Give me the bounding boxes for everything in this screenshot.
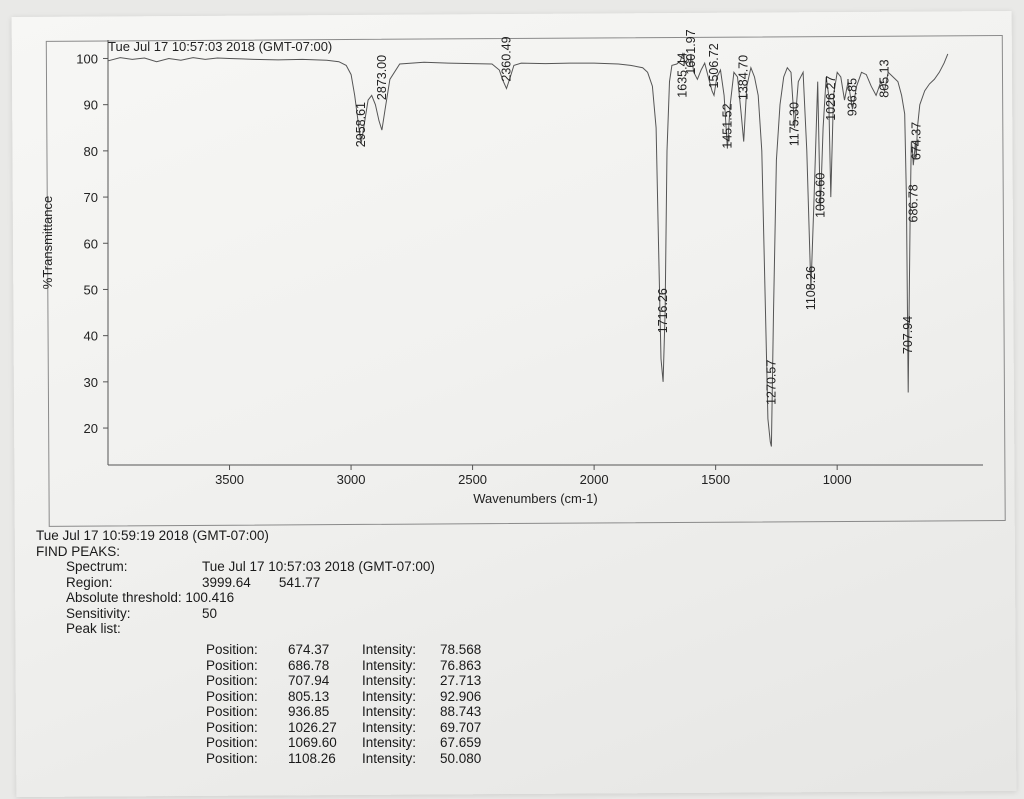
region-label: Region: (66, 574, 113, 590)
peak-row (206, 704, 481, 720)
peak-label: 1108.26 (803, 265, 818, 311)
peak-position: 1026.27 (288, 719, 337, 735)
intensity-label: Intensity: (362, 657, 417, 673)
sensitivity-label: Sensitivity: (66, 605, 131, 621)
peak-label: 707.94 (901, 315, 916, 355)
y-tick-label: 20 (83, 421, 98, 437)
position-label: Position: (206, 688, 258, 704)
intensity-label: Intensity: (362, 688, 417, 704)
peak-intensity: 92.906 (440, 688, 482, 704)
peak-label: 1069.60 (813, 172, 828, 218)
report-command: FIND PEAKS: (36, 543, 121, 559)
peak-label: 2873.00 (374, 54, 389, 101)
peak-row (206, 689, 481, 705)
peak-label: 686.78 (906, 184, 921, 223)
intensity-label: Intensity: (362, 704, 417, 719)
peak-list-table (206, 642, 481, 766)
peak-label: 2360.49 (499, 36, 514, 82)
peak-intensity: 88.743 (440, 704, 482, 719)
peak-position: 936.85 (288, 704, 330, 719)
peak-label: 1601.97 (683, 29, 698, 75)
sensitivity-value: 50 (202, 605, 218, 621)
peak-position: 707.94 (288, 673, 330, 688)
peak-label: 1506.72 (707, 43, 721, 89)
position-label: Position: (206, 673, 258, 688)
peak-intensity: 27.713 (440, 673, 482, 688)
peak-intensity: 50.080 (440, 750, 482, 766)
position-label: Position: (206, 642, 258, 657)
intensity-label: Intensity: (362, 735, 417, 750)
peak-list-label: Peak list: (66, 621, 121, 636)
chart-header: Tue Jul 17 10:57:03 2018 (GMT-07:00) (108, 39, 333, 54)
intensity-label: Intensity: (362, 673, 417, 688)
x-tick-label: 1500 (701, 472, 731, 487)
peak-row (206, 642, 481, 658)
report-timestamp: Tue Jul 17 10:59:19 2018 (GMT-07:00) (36, 528, 269, 543)
y-tick-label: 30 (83, 374, 98, 390)
region-start: 3999.64 (202, 574, 251, 590)
peak-label: 936.85 (845, 77, 860, 117)
report-parameters (66, 559, 435, 637)
peak-label: 1175.30 (787, 102, 802, 147)
peak-label: 1270.57 (764, 359, 779, 405)
x-axis-label: Wavenumbers (cm-1) (473, 491, 598, 506)
peak-row (206, 673, 481, 689)
x-tick-label: 2000 (579, 472, 609, 487)
peak-position: 674.37 (288, 642, 330, 657)
peak-intensity: 78.568 (440, 642, 482, 657)
position-label: Position: (206, 719, 258, 735)
peak-label: 805.13 (877, 59, 892, 98)
peak-position: 805.13 (288, 688, 330, 704)
peak-label: 1026.27 (823, 75, 838, 121)
threshold-value: 100.416 (185, 590, 235, 605)
position-label: Position: (206, 750, 258, 766)
peak-position: 686.78 (288, 657, 330, 673)
peak-intensity: 69.707 (440, 719, 482, 735)
y-tick-label: 40 (83, 328, 98, 344)
position-label: Position: (206, 735, 258, 750)
peak-position: 1069.60 (288, 735, 337, 750)
x-tick-label: 2500 (458, 472, 488, 487)
x-tick-label: 3000 (336, 472, 366, 487)
x-tick-label: 3500 (215, 472, 244, 487)
x-tick-label: 1000 (822, 472, 852, 487)
peak-label: 1451.52 (720, 103, 735, 149)
peak-label: 1384.70 (736, 54, 751, 101)
y-tick-label: 50 (83, 282, 98, 298)
peak-row (206, 720, 481, 736)
peak-label: 674.37 (909, 121, 924, 161)
peak-label: 1635.44 (675, 52, 690, 98)
peak-row (206, 658, 481, 674)
spectrum-label: Spectrum: (66, 559, 128, 574)
spectrum-line (108, 54, 948, 447)
peak-label: 2958.61 (354, 102, 369, 148)
peak-row (206, 751, 481, 767)
spectrum-value: Tue Jul 17 10:57:03 2018 (GMT-07:00) (202, 559, 435, 574)
threshold-label: Absolute threshold: (66, 590, 182, 605)
peak-intensity: 67.659 (440, 735, 482, 750)
peak-intensity: 76.863 (440, 657, 482, 673)
y-tick-label: 70 (83, 190, 98, 206)
region-end: 541.77 (278, 574, 321, 590)
peak-position: 1108.26 (288, 750, 336, 766)
y-tick-label: 90 (83, 97, 98, 113)
find-peaks-report (36, 528, 435, 637)
intensity-label: Intensity: (362, 719, 417, 735)
y-tick-label: 100 (76, 51, 98, 67)
position-label: Position: (206, 657, 258, 673)
peak-label: 1716.26 (656, 288, 671, 334)
y-axis-label: %Transmittance (40, 195, 55, 290)
intensity-label: Intensity: (362, 750, 417, 766)
position-label: Position: (206, 704, 258, 719)
y-tick-label: 80 (83, 143, 98, 159)
intensity-label: Intensity: (362, 642, 417, 657)
peak-row (206, 735, 481, 751)
y-tick-label: 60 (83, 236, 98, 252)
